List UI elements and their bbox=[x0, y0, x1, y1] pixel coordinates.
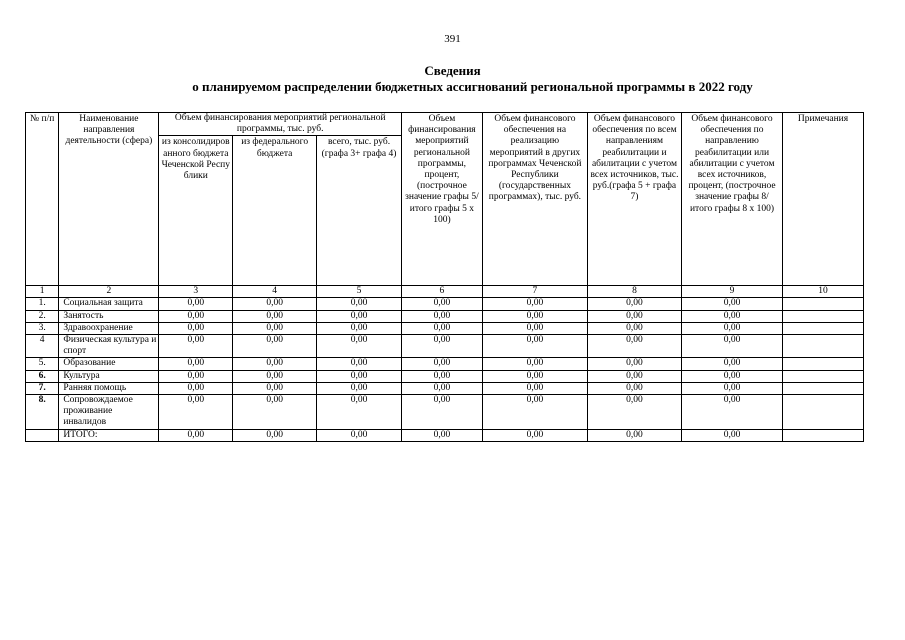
row-name: ИТОГО: bbox=[59, 429, 159, 441]
row-value: 0,00 bbox=[401, 429, 482, 441]
row-name: Культура bbox=[59, 370, 159, 382]
row-value bbox=[783, 298, 864, 310]
row-value: 0,00 bbox=[587, 322, 681, 334]
row-value: 0,00 bbox=[317, 429, 402, 441]
row-value: 0,00 bbox=[401, 358, 482, 370]
row-name: Сопровождаемое проживание инвалидов bbox=[59, 395, 159, 430]
row-value: 0,00 bbox=[159, 370, 233, 382]
row-value: 0,00 bbox=[401, 322, 482, 334]
row-value: 0,00 bbox=[482, 358, 587, 370]
table-row bbox=[26, 370, 864, 382]
row-value: 0,00 bbox=[233, 382, 317, 394]
budget-table bbox=[25, 112, 864, 442]
row-value: 0,00 bbox=[317, 395, 402, 430]
column-number-cell: 2 bbox=[59, 286, 159, 298]
row-value: 0,00 bbox=[401, 335, 482, 358]
column-number-cell: 10 bbox=[783, 286, 864, 298]
table-row bbox=[26, 322, 864, 334]
row-value: 0,00 bbox=[317, 335, 402, 358]
row-value: 0,00 bbox=[482, 429, 587, 441]
row-value: 0,00 bbox=[587, 382, 681, 394]
row-value: 0,00 bbox=[159, 358, 233, 370]
row-number: 4 bbox=[26, 335, 59, 358]
row-value: 0,00 bbox=[482, 322, 587, 334]
row-value bbox=[783, 429, 864, 441]
row-value: 0,00 bbox=[681, 382, 782, 394]
header-col3: из консолидированного бюджета Чеченской Республики bbox=[159, 136, 233, 286]
row-name: Образование bbox=[59, 358, 159, 370]
row-value bbox=[783, 395, 864, 430]
row-number: 6. bbox=[26, 370, 59, 382]
row-value: 0,00 bbox=[587, 335, 681, 358]
document-title: Сведения bbox=[424, 63, 481, 78]
row-number: 3. bbox=[26, 322, 59, 334]
row-value: 0,00 bbox=[233, 335, 317, 358]
row-value: 0,00 bbox=[233, 429, 317, 441]
row-value: 0,00 bbox=[587, 395, 681, 430]
row-value: 0,00 bbox=[401, 298, 482, 310]
row-value bbox=[783, 382, 864, 394]
column-number-cell: 9 bbox=[681, 286, 782, 298]
row-value: 0,00 bbox=[401, 370, 482, 382]
page-number: 391 bbox=[444, 33, 461, 45]
column-number-cell: 3 bbox=[159, 286, 233, 298]
row-value: 0,00 bbox=[317, 310, 402, 322]
row-value bbox=[783, 322, 864, 334]
document-subtitle: о планируемом распределении бюджетных ассигнований региональной программы в 2022 году bbox=[192, 79, 753, 94]
table-row bbox=[26, 382, 864, 394]
row-value: 0,00 bbox=[159, 335, 233, 358]
header-no: № п/п bbox=[26, 113, 59, 286]
header-name: Наименование направления деятельности (сфера) bbox=[59, 113, 159, 286]
row-number bbox=[26, 429, 59, 441]
table-row bbox=[26, 429, 864, 441]
header-col8: Объем финансового обеспечения по всем направлениям реабилитации и абилитации с учетом всех источников, тыс. руб.(графа 5 + графа 7) bbox=[587, 113, 681, 286]
row-name: Ранняя помощь bbox=[59, 382, 159, 394]
row-value: 0,00 bbox=[233, 298, 317, 310]
row-value: 0,00 bbox=[317, 382, 402, 394]
row-value: 0,00 bbox=[482, 395, 587, 430]
column-number-cell: 4 bbox=[233, 286, 317, 298]
row-value: 0,00 bbox=[233, 322, 317, 334]
row-value: 0,00 bbox=[317, 298, 402, 310]
row-value: 0,00 bbox=[233, 370, 317, 382]
row-name: Социальная защита bbox=[59, 298, 159, 310]
row-value: 0,00 bbox=[681, 310, 782, 322]
row-value bbox=[783, 310, 864, 322]
header-funding-group: Объем финансирования мероприятий региональной программы, тыс. руб. bbox=[159, 113, 402, 136]
row-value: 0,00 bbox=[159, 310, 233, 322]
column-number-cell: 5 bbox=[317, 286, 402, 298]
header-col5: всего, тыс. руб. (графа 3+ графа 4) bbox=[317, 136, 402, 286]
column-number-cell: 8 bbox=[587, 286, 681, 298]
row-number: 8. bbox=[26, 395, 59, 430]
row-value: 0,00 bbox=[159, 322, 233, 334]
table-row bbox=[26, 358, 864, 370]
row-value: 0,00 bbox=[587, 298, 681, 310]
header-col6: Объем финансирования мероприятий региональной программы, процент, (построчное значение графы 5/ итого графы 5 х 100) bbox=[401, 113, 482, 286]
row-value: 0,00 bbox=[482, 298, 587, 310]
row-value: 0,00 bbox=[681, 335, 782, 358]
row-number: 1. bbox=[26, 298, 59, 310]
row-value: 0,00 bbox=[317, 370, 402, 382]
row-value: 0,00 bbox=[587, 370, 681, 382]
row-number: 5. bbox=[26, 358, 59, 370]
row-value: 0,00 bbox=[159, 429, 233, 441]
row-value: 0,00 bbox=[317, 322, 402, 334]
row-value: 0,00 bbox=[233, 358, 317, 370]
row-name: Здравоохранение bbox=[59, 322, 159, 334]
row-value: 0,00 bbox=[681, 298, 782, 310]
row-value: 0,00 bbox=[401, 382, 482, 394]
table-row bbox=[26, 395, 864, 430]
row-value: 0,00 bbox=[159, 395, 233, 430]
row-value: 0,00 bbox=[681, 358, 782, 370]
row-value: 0,00 bbox=[482, 370, 587, 382]
column-number-row bbox=[26, 286, 864, 298]
row-name: Занятость bbox=[59, 310, 159, 322]
row-value bbox=[783, 358, 864, 370]
header-col7: Объем финансового обеспечения на реализацию мероприятий в других программах Чеченской Республики (государственных программах), тыс. руб. bbox=[482, 113, 587, 286]
row-value: 0,00 bbox=[482, 335, 587, 358]
row-value bbox=[783, 370, 864, 382]
row-value: 0,00 bbox=[681, 322, 782, 334]
row-value: 0,00 bbox=[159, 382, 233, 394]
row-value: 0,00 bbox=[681, 429, 782, 441]
row-value: 0,00 bbox=[233, 395, 317, 430]
row-value: 0,00 bbox=[159, 298, 233, 310]
table-row bbox=[26, 310, 864, 322]
row-value: 0,00 bbox=[681, 395, 782, 430]
column-number-cell: 6 bbox=[401, 286, 482, 298]
row-value bbox=[783, 335, 864, 358]
header-col9: Объем финансового обеспечения по направлению реабилитации или абилитации с учетом всех источников, процент, (построчное значение графы 8/ итого графы 8 х 100) bbox=[681, 113, 782, 286]
header-row-1 bbox=[26, 113, 864, 136]
row-value: 0,00 bbox=[681, 370, 782, 382]
row-value: 0,00 bbox=[587, 310, 681, 322]
header-notes: Примечания bbox=[783, 113, 864, 286]
row-value: 0,00 bbox=[587, 429, 681, 441]
table-row bbox=[26, 298, 864, 310]
column-number-cell: 1 bbox=[26, 286, 59, 298]
row-value: 0,00 bbox=[482, 382, 587, 394]
row-number: 7. bbox=[26, 382, 59, 394]
row-value: 0,00 bbox=[233, 310, 317, 322]
row-value: 0,00 bbox=[401, 310, 482, 322]
table-row bbox=[26, 335, 864, 358]
row-name: Физическая культура и спорт bbox=[59, 335, 159, 358]
row-value: 0,00 bbox=[587, 358, 681, 370]
row-value: 0,00 bbox=[317, 358, 402, 370]
header-col4: из федерального бюджета bbox=[233, 136, 317, 286]
row-value: 0,00 bbox=[401, 395, 482, 430]
row-number: 2. bbox=[26, 310, 59, 322]
column-number-cell: 7 bbox=[482, 286, 587, 298]
row-value: 0,00 bbox=[482, 310, 587, 322]
